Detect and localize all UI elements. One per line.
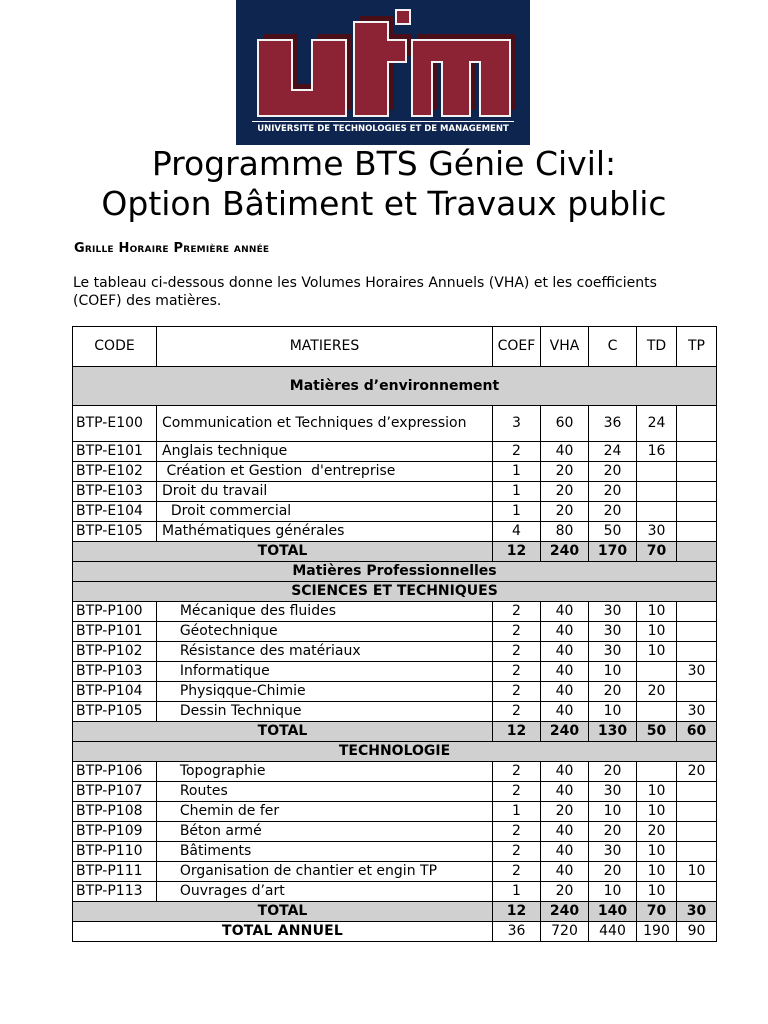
- cell-coef: 2: [493, 842, 541, 862]
- cell-c: 24: [589, 442, 637, 462]
- cell-matiere: [157, 702, 493, 722]
- cell-tp: [677, 822, 717, 842]
- cell-matiere-text: Droit du travail: [162, 483, 268, 499]
- cell-code: BTP-E102: [73, 462, 157, 482]
- cell-c: 10: [589, 802, 637, 822]
- cell-coef: 3: [493, 406, 541, 442]
- total-tp: 30: [677, 902, 717, 922]
- intro-paragraph: Le tableau ci-dessous donne les Volumes Horaires Annuels (VHA) et les coefficients (COEF) des matières.: [73, 275, 657, 309]
- cell-code: BTP-P108: [73, 802, 157, 822]
- cell-code: BTP-P103: [73, 662, 157, 682]
- cell-vha: 40: [541, 442, 589, 462]
- cell-code: BTP-P101: [73, 622, 157, 642]
- cell-matiere: [157, 502, 493, 522]
- cell-vha: 40: [541, 862, 589, 882]
- table-row: [73, 782, 717, 802]
- table-row: [73, 406, 717, 442]
- table-row: [73, 822, 717, 842]
- total-row: [73, 902, 717, 922]
- cell-coef: 1: [493, 482, 541, 502]
- header-td: TD: [637, 327, 677, 367]
- table-row: [73, 762, 717, 782]
- cell-coef: 2: [493, 862, 541, 882]
- cell-tp: [677, 642, 717, 662]
- cell-code: BTP-P102: [73, 642, 157, 662]
- cell-tp: [677, 622, 717, 642]
- cell-coef: 2: [493, 782, 541, 802]
- cell-c: 20: [589, 762, 637, 782]
- cell-coef: 2: [493, 622, 541, 642]
- cell-matiere-text: Dessin Technique: [162, 703, 302, 719]
- total-coef: 12: [493, 902, 541, 922]
- total-row: [73, 722, 717, 742]
- cell-c: 20: [589, 862, 637, 882]
- table-row: [73, 802, 717, 822]
- page-title-line1: Programme BTS Génie Civil:: [151, 144, 617, 183]
- cell-tp: [677, 482, 717, 502]
- cell-matiere: [157, 762, 493, 782]
- total-td: 50: [637, 722, 677, 742]
- cell-td: [637, 662, 677, 682]
- cell-c: 36: [589, 406, 637, 442]
- table-row: [73, 522, 717, 542]
- cell-c: 20: [589, 502, 637, 522]
- cell-matiere-text: Droit commercial: [162, 503, 292, 519]
- annual-total-row: [73, 922, 717, 942]
- cell-matiere: [157, 822, 493, 842]
- table-row: [73, 622, 717, 642]
- cell-tp: [677, 406, 717, 442]
- annual-total-tp: 90: [677, 922, 717, 942]
- cell-code: BTP-P107: [73, 782, 157, 802]
- header-coef: COEF: [493, 327, 541, 367]
- cell-td: 16: [637, 442, 677, 462]
- cell-coef: 2: [493, 602, 541, 622]
- cell-matiere-text: Topographie: [162, 763, 266, 779]
- cell-c: 30: [589, 622, 637, 642]
- total-tp: 60: [677, 722, 717, 742]
- cell-vha: 40: [541, 702, 589, 722]
- total-vha: 240: [541, 722, 589, 742]
- cell-c: 10: [589, 882, 637, 902]
- annual-total-td: 190: [637, 922, 677, 942]
- cell-vha: 20: [541, 482, 589, 502]
- cell-coef: 2: [493, 762, 541, 782]
- cell-tp: 10: [677, 862, 717, 882]
- cell-c: 30: [589, 782, 637, 802]
- table-row: [73, 502, 717, 522]
- cell-coef: 1: [493, 802, 541, 822]
- cell-matiere-text: Physiqque-Chimie: [162, 683, 306, 699]
- cell-td: 10: [637, 782, 677, 802]
- cell-td: 10: [637, 622, 677, 642]
- cell-code: BTP-E105: [73, 522, 157, 542]
- cell-code: BTP-E100: [73, 406, 157, 442]
- cell-matiere: [157, 882, 493, 902]
- cell-code: BTP-P104: [73, 682, 157, 702]
- annual-total-c: 440: [589, 922, 637, 942]
- cell-coef: 2: [493, 682, 541, 702]
- total-label: TOTAL: [73, 542, 493, 562]
- cell-td: [637, 462, 677, 482]
- cell-td: 20: [637, 682, 677, 702]
- cell-code: BTP-E101: [73, 442, 157, 462]
- total-row: [73, 542, 717, 562]
- cell-code: BTP-E103: [73, 482, 157, 502]
- cell-code: BTP-P113: [73, 882, 157, 902]
- cell-vha: 40: [541, 782, 589, 802]
- cell-td: [637, 762, 677, 782]
- cell-matiere: [157, 442, 493, 462]
- cell-tp: [677, 462, 717, 482]
- header-vha: VHA: [541, 327, 589, 367]
- cell-c: 30: [589, 602, 637, 622]
- header-c: C: [589, 327, 637, 367]
- section-heading: SCIENCES ET TECHNIQUES: [73, 582, 717, 602]
- table-row: [73, 442, 717, 462]
- cell-vha: 40: [541, 602, 589, 622]
- cell-vha: 40: [541, 822, 589, 842]
- cell-coef: 1: [493, 882, 541, 902]
- cell-matiere-text: Béton armé: [162, 823, 262, 839]
- cell-td: 10: [637, 882, 677, 902]
- cell-matiere: [157, 482, 493, 502]
- cell-matiere-text: Informatique: [162, 663, 270, 679]
- table-row: [73, 862, 717, 882]
- cell-matiere-text: Anglais technique: [162, 443, 288, 459]
- cell-coef: 1: [493, 462, 541, 482]
- cell-matiere: [157, 842, 493, 862]
- cell-c: 30: [589, 842, 637, 862]
- cell-tp: [677, 522, 717, 542]
- cell-matiere-text: Création et Gestion d'entreprise: [162, 463, 396, 479]
- cell-td: 24: [637, 406, 677, 442]
- total-c: 170: [589, 542, 637, 562]
- cell-matiere-text: Communication et Techniques d’expression: [162, 415, 467, 431]
- cell-vha: 40: [541, 622, 589, 642]
- total-coef: 12: [493, 542, 541, 562]
- annual-total-label: TOTAL ANNUEL: [73, 922, 493, 942]
- section-heading: TECHNOLOGIE: [73, 742, 717, 762]
- cell-td: [637, 702, 677, 722]
- cell-matiere-text: Résistance des matériaux: [162, 643, 361, 659]
- section-heading-row: [73, 367, 717, 406]
- cell-td: 30: [637, 522, 677, 542]
- cell-vha: 40: [541, 662, 589, 682]
- annual-total-coef: 36: [493, 922, 541, 942]
- cell-vha: 20: [541, 882, 589, 902]
- cell-code: BTP-P111: [73, 862, 157, 882]
- header-code: CODE: [73, 327, 157, 367]
- cell-matiere-text: Chemin de fer: [162, 803, 280, 819]
- cell-matiere-text: Mathématiques générales: [162, 523, 345, 539]
- cell-c: 20: [589, 482, 637, 502]
- logo-caption: UNIVERSITE DE TECHNOLOGIES ET DE MANAGEMENT: [257, 124, 509, 134]
- cell-vha: 80: [541, 522, 589, 542]
- cell-vha: 20: [541, 502, 589, 522]
- cell-vha: 40: [541, 682, 589, 702]
- cell-tp: [677, 842, 717, 862]
- cell-tp: [677, 802, 717, 822]
- annual-total-vha: 720: [541, 922, 589, 942]
- cell-matiere-text: Ouvrages d’art: [162, 883, 285, 899]
- cell-matiere: [157, 682, 493, 702]
- cell-matiere: [157, 406, 493, 442]
- section-heading: Matières d’environnement: [73, 367, 717, 406]
- cell-matiere: [157, 462, 493, 482]
- total-label: TOTAL: [73, 902, 493, 922]
- cell-tp: [677, 602, 717, 622]
- cell-matiere: [157, 522, 493, 542]
- cell-c: 30: [589, 642, 637, 662]
- cell-tp: [677, 682, 717, 702]
- cell-matiere: [157, 802, 493, 822]
- header-tp: TP: [677, 327, 717, 367]
- cell-tp: [677, 442, 717, 462]
- cell-coef: 1: [493, 502, 541, 522]
- cell-td: [637, 482, 677, 502]
- table-row: [73, 602, 717, 622]
- table-row: [73, 482, 717, 502]
- cell-matiere: [157, 622, 493, 642]
- cell-c: 10: [589, 702, 637, 722]
- table-row: [73, 842, 717, 862]
- cell-vha: 20: [541, 802, 589, 822]
- table-row: [73, 882, 717, 902]
- cell-vha: 40: [541, 842, 589, 862]
- table-row: [73, 642, 717, 662]
- cell-coef: 2: [493, 642, 541, 662]
- cell-tp: [677, 782, 717, 802]
- cell-matiere-text: Organisation de chantier et engin TP: [162, 863, 438, 879]
- cell-code: BTP-P105: [73, 702, 157, 722]
- cell-c: 20: [589, 682, 637, 702]
- cell-matiere-text: Géotechnique: [162, 623, 278, 639]
- cell-td: 10: [637, 802, 677, 822]
- cell-matiere: [157, 602, 493, 622]
- cell-td: [637, 502, 677, 522]
- schedule-table: [72, 326, 717, 942]
- total-td: 70: [637, 902, 677, 922]
- logo-divider: [252, 121, 514, 122]
- cell-tp: 20: [677, 762, 717, 782]
- cell-matiere: [157, 782, 493, 802]
- cell-c: 50: [589, 522, 637, 542]
- cell-td: 10: [637, 602, 677, 622]
- cell-code: BTP-E104: [73, 502, 157, 522]
- total-c: 130: [589, 722, 637, 742]
- total-tp: [677, 542, 717, 562]
- cell-matiere-text: Routes: [162, 783, 228, 799]
- cell-matiere: [157, 662, 493, 682]
- cell-td: 10: [637, 842, 677, 862]
- page-title-line2: Option Bâtiment et Travaux public: [101, 184, 667, 223]
- cell-tp: [677, 502, 717, 522]
- cell-coef: 2: [493, 662, 541, 682]
- cell-td: 10: [637, 642, 677, 662]
- table-row: [73, 462, 717, 482]
- cell-c: 10: [589, 662, 637, 682]
- section-heading-row: [73, 742, 717, 762]
- cell-coef: 2: [493, 822, 541, 842]
- table-header-row: [73, 327, 717, 367]
- cell-matiere-text: Mécanique des fluides: [162, 603, 336, 619]
- cell-matiere: [157, 642, 493, 662]
- total-label: TOTAL: [73, 722, 493, 742]
- total-td: 70: [637, 542, 677, 562]
- cell-coef: 2: [493, 702, 541, 722]
- table-row: [73, 682, 717, 702]
- cell-vha: 20: [541, 462, 589, 482]
- cell-coef: 4: [493, 522, 541, 542]
- cell-code: BTP-P110: [73, 842, 157, 862]
- cell-vha: 40: [541, 642, 589, 662]
- section-heading: Matières Professionnelles: [73, 562, 717, 582]
- section-subtitle: Grille Horaire Première année: [74, 241, 270, 256]
- utm-logo: [236, 0, 530, 145]
- section-heading-row: [73, 582, 717, 602]
- section-heading-row: [73, 562, 717, 582]
- table-row: [73, 662, 717, 682]
- cell-code: BTP-P100: [73, 602, 157, 622]
- cell-tp: 30: [677, 702, 717, 722]
- cell-vha: 40: [541, 762, 589, 782]
- cell-matiere: [157, 862, 493, 882]
- header-matieres: MATIERES: [157, 327, 493, 367]
- cell-td: 10: [637, 862, 677, 882]
- table-row: [73, 702, 717, 722]
- cell-matiere-text: Bâtiments: [162, 843, 252, 859]
- total-vha: 240: [541, 542, 589, 562]
- total-vha: 240: [541, 902, 589, 922]
- cell-tp: [677, 882, 717, 902]
- cell-td: 20: [637, 822, 677, 842]
- cell-tp: 30: [677, 662, 717, 682]
- cell-coef: 2: [493, 442, 541, 462]
- cell-code: BTP-P109: [73, 822, 157, 842]
- cell-vha: 60: [541, 406, 589, 442]
- cell-code: BTP-P106: [73, 762, 157, 782]
- total-coef: 12: [493, 722, 541, 742]
- cell-c: 20: [589, 822, 637, 842]
- total-c: 140: [589, 902, 637, 922]
- cell-c: 20: [589, 462, 637, 482]
